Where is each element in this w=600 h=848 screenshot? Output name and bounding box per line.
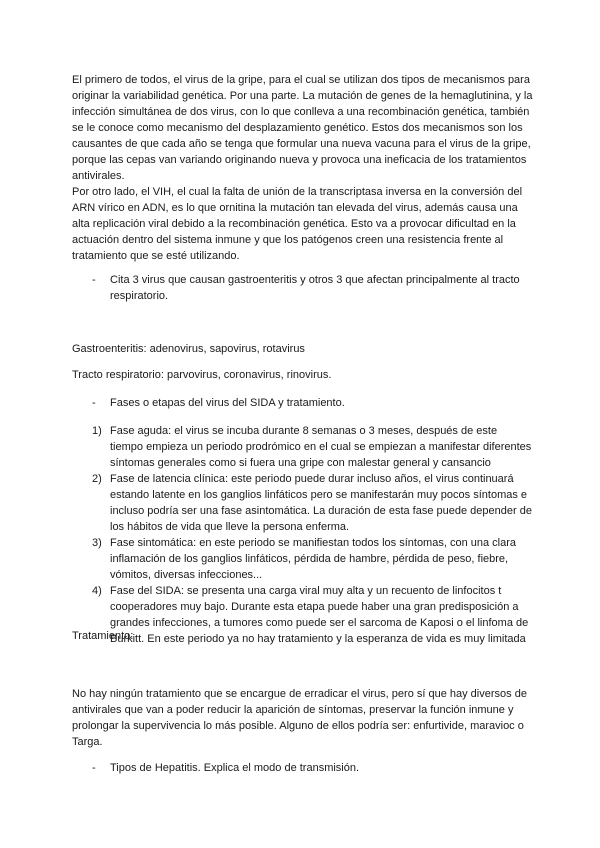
phase-text: Fase de latencia clínica: este periodo puede durar incluso años, el virus continuará estando latente en los ganglios linfáticos pero se manifestarán muy pocos síntomas e incluso podría ser una fase asintomática. La duración de esta fase puede depender de los hábitos de vida que lleve la persona enferma.	[110, 473, 532, 533]
phase-text: Fase sintomática: en este periodo se manifiestan todos los síntomas, con una clara inflamación de los ganglios linfáticos, pérdida de hambre, pérdida de peso, fiebre, vómitos, diversas infecciones...	[110, 537, 516, 581]
phase-text: Fase del SIDA: se presenta una carga viral muy alta y un recuento de linfocitos t cooperadores muy bajo. Durante esta etapa puede haber una gran predisposición a grandes infecciones, a tumores como puede ser el sarcoma de Kaposi o el linfoma de Burkitt. En este periodo ya no hay tratamiento y la esperanza de vida es muy limitada	[110, 585, 529, 645]
bullet-question-gastro	[92, 272, 532, 304]
paragraph-gastroenteritis: Gastroenteritis: adenovirus, sapovirus, rotavirus	[72, 343, 305, 355]
heading-tratamiento: Tratamiento:	[72, 630, 134, 642]
phase-item	[92, 535, 532, 583]
phases-list	[92, 423, 532, 647]
phase-number: 4)	[92, 585, 102, 597]
phase-number: 1)	[92, 425, 102, 437]
bullet-question-hepatitis	[92, 760, 532, 776]
phase-text: Fase aguda: el virus se incuba durante 8 semanas o 3 meses, después de este tiempo empieza un periodo prodrómico en el cual se empiezan a manifestar diferentes síntomas generales como si fuera una gripe con malestar general y cansancio	[110, 425, 532, 469]
bullet-dash: -	[92, 274, 96, 286]
paragraph-respiratorio: Tracto respiratorio: parvovirus, coronavirus, rinovirus.	[72, 369, 332, 381]
phase-item	[92, 471, 532, 535]
paragraph-tratamiento: No hay ningún tratamiento que se encargue de erradicar el virus, pero sí que hay diversos de antivirales que van a poder reducir la aparición de síntomas, preservar la función inmune y prolongar la supervivencia lo más posible. Alguno de ellos podría ser: enfurtivide, maravioc o Targa.	[72, 688, 527, 748]
phase-item	[92, 423, 532, 471]
bullet-dash: -	[92, 762, 96, 774]
phase-number: 3)	[92, 537, 102, 549]
bullet-text: Tipos de Hepatitis. Explica el modo de transmisión.	[110, 762, 360, 774]
bullet-question-sida	[92, 395, 532, 411]
bullet-text: Fases o etapas del virus del SIDA y tratamiento.	[110, 397, 345, 409]
phase-number: 2)	[92, 473, 102, 485]
paragraph-vih: Por otro lado, el VIH, el cual la falta de unión de la transcriptasa inversa en la conversión del ARN vírico en ADN, es lo que ornitina la mutación tan elevada del virus, además causa una alta replicación viral debido a la recombinación genética. Esto va a provocar dificultad en la actuación dentro del sistema inmune y que los patógenos creen una resistencia frente al tratamiento que se esté utilizando.	[72, 186, 523, 262]
bullet-text: Cita 3 virus que causan gastroenteritis y otros 3 que afectan principalmente al tracto respiratorio.	[110, 274, 520, 302]
paragraph-gripe: El primero de todos, el virus de la gripe, para el cual se utilizan dos tipos de mecanismos para originar la variabilidad genética. Por una parte. La mutación de genes de la hemaglutinina, y la infección simultánea de dos virus, con lo que conlleva a una recombinación genética, también se le conoce como mecanismo del desplazamiento genético. Estos dos mecanismos son los causantes de que cada año se tenga que formular una nueva vacuna para el virus de la gripe, porque las cepas van variando originando nueva y provoca una ineficacia de los tratamientos antivirales.	[72, 74, 533, 182]
bullet-dash: -	[92, 397, 96, 409]
